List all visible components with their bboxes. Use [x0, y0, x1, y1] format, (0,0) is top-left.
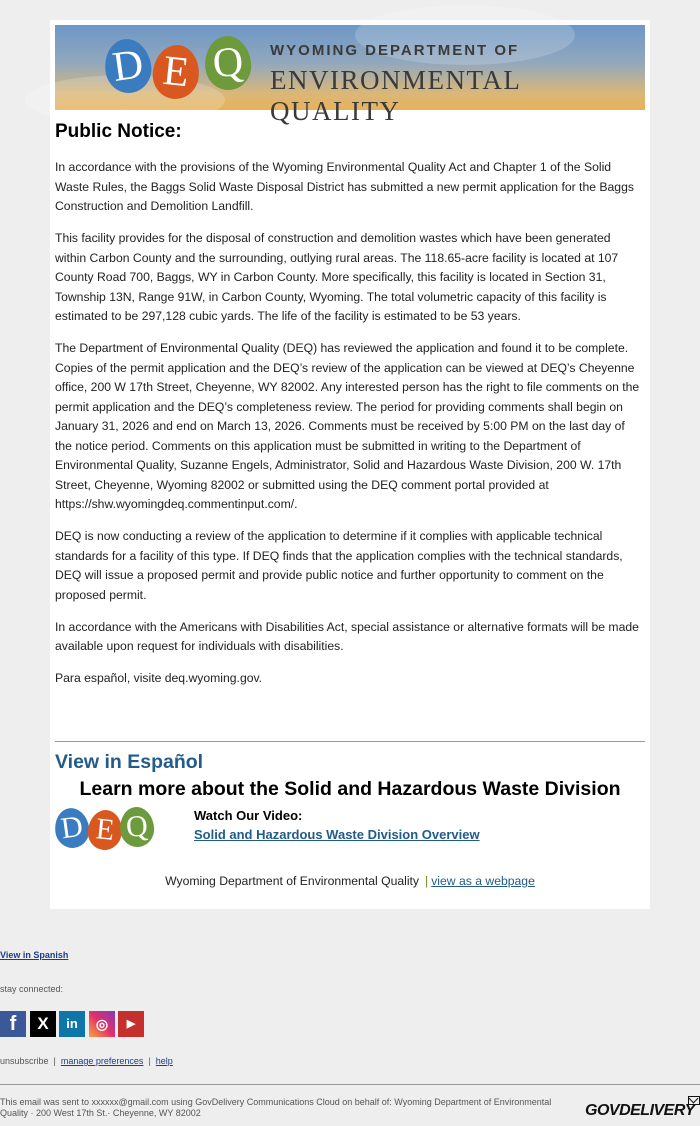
unsubscribe-link[interactable]: unsubscribe [0, 1056, 49, 1066]
small-logo-e: E [86, 808, 124, 851]
video-overview-link[interactable]: Solid and Hazardous Waste Division Overview [194, 827, 480, 842]
page-title: Public Notice: [55, 121, 182, 142]
footer-divider [0, 1084, 700, 1085]
section-divider [55, 741, 645, 742]
email-card [50, 20, 650, 909]
deq-logo-q: Q [203, 34, 253, 91]
notice-paragraph-3: The Department of Environmental Quality (DEQ) has reviewed the application and found it to be complete. Copies of the permit application and the DEQ’s review of the application can be viewed at DEQ’s Cheyenne office, 200 W 17th Street, Cheyenne, WY 82002. Any interested person has the right to file comments on the permit application and the DEQ’s completeness review. The period for providing comments shall begin on January 31, 2026 and end on March 13, 2026. Comments must be received by 5:00 PM on the last day of the notice period. Comments on this application must be submitted in writing to the Department of Environmental Quality, Suzanne Engels, Administrator, Solid and Hazardous Waste Division, 200 W. 17th Street, Cheyenne, Wyoming 82002 or submitted using the DEQ comment portal provided at https://shw.wyomingdeq.commentinput.com/. [55, 341, 640, 511]
deq-logo-d: D [101, 36, 154, 96]
small-logo-q: Q [119, 806, 156, 848]
deq-banner [55, 25, 645, 126]
links-separator: | [53, 1056, 56, 1066]
notice-paragraph-1: In accordance with the provisions of the Wyoming Environmental Quality Act and Chapter 1 of the Solid Waste Rules, the Baggs Solid Waste Disposal District has submitted a new permit application for the Baggs Construction and Demolition Landfill. [55, 160, 634, 213]
footer-separator: | [425, 874, 429, 888]
govdelivery-logo[interactable]: GOVDELIVERY [585, 1102, 695, 1119]
banner-line-1: WYOMING DEPARTMENT OF [270, 42, 520, 59]
subscription-links [0, 1056, 173, 1066]
deq-small-logo [55, 807, 155, 849]
links-separator: | [148, 1056, 151, 1066]
view-in-espanol-link[interactable]: View in Español [55, 751, 204, 773]
facebook-icon[interactable]: f [0, 1011, 26, 1037]
learn-more-heading: Learn more about the Solid and Hazardous Waste Division [79, 778, 621, 800]
youtube-icon[interactable]: ▶ [118, 1011, 144, 1037]
notice-paragraph-5: In accordance with the Americans with Disabilities Act, special assistance or alternative formats will be made available upon request for individuals with disabilities. [55, 619, 639, 653]
view-in-spanish-link[interactable]: View in Spanish [0, 950, 69, 960]
deq-logo-e: E [150, 43, 201, 102]
manage-preferences-link[interactable]: manage preferences [60, 1056, 144, 1066]
linkedin-icon[interactable]: in [59, 1011, 85, 1037]
small-logo-d: D [52, 806, 91, 850]
notice-paragraph-2: This facility provides for the disposal of construction and demolition wastes which have been generated within Carbon County and the surrounding, outlying rural areas. The 118.65-acre facility is located at 107 County Road 700, Baggs, WY in Carbon County. More specifically, this facility is located in Section 31, Township 13N, Range 91W, in Carbon County, Wyoming. The total volumetric capacity of this facility is estimated to be 297,128 cubic yards. The life of the facility is estimated to be 53 years. [55, 231, 619, 323]
notice-paragraph-4: DEQ is now conducting a review of the application to determine if it complies with applicable technical standards for a facility of this type. If DEQ finds that the application complies with the technical standards, DEQ will issue a proposed permit and provide public notice and further opportunity to comment on the proposed permit. [55, 529, 623, 602]
banner-line-2: ENVIRONMENTAL QUALITY [270, 65, 521, 126]
view-as-webpage-link[interactable]: view as a webpage [431, 874, 535, 888]
watch-video-label: Watch Our Video: [194, 808, 303, 823]
instagram-icon[interactable]: ◎ [89, 1011, 115, 1037]
stay-connected-label: stay connected: [0, 984, 64, 994]
card-footer [50, 874, 650, 888]
notice-paragraph-6: Para español, visite deq.wyoming.gov. [55, 671, 263, 685]
notice-body [55, 158, 645, 701]
org-name: Wyoming Department of Environmental Quality [165, 874, 420, 888]
sent-to-notice: This email was sent to xxxxxx@gmail.com using GovDelivery Communications Cloud on behalf of: Wyoming Department of Environmental Quality · 200 West 17th St.· Cheyenne, WY 82002 [0, 1097, 552, 1118]
help-link[interactable]: help [155, 1056, 173, 1066]
envelope-icon [688, 1096, 700, 1105]
x-twitter-icon[interactable]: X [30, 1011, 56, 1037]
